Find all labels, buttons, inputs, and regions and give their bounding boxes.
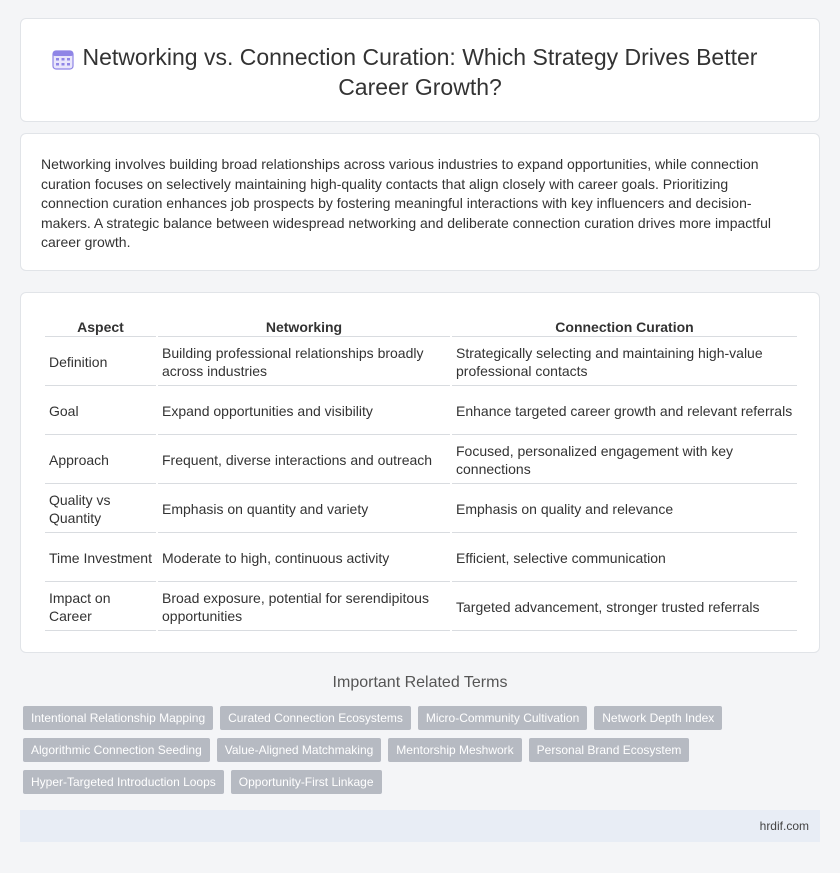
- tag-link[interactable]: Algorithmic Connection Seeding: [23, 738, 210, 762]
- intro-paragraph: Networking involves building broad relationships across various industries to expand opportunities, while connection curation focuses on selectively maintaining high-quality contacts that align closely with career goals. Prioritizing connection curation enhances job prospects by fostering meaningful interactions with key influencers and decision-makers. A strategic balance between widespread networking and deliberate connection curation drives more impactful career growth.: [41, 156, 771, 250]
- tag-row: [23, 770, 813, 794]
- row-curation: Focused, personalized engagement with key connections: [452, 437, 797, 484]
- row-aspect: Goal: [45, 388, 156, 435]
- row-aspect: Definition: [45, 339, 156, 386]
- tag-row: [23, 706, 813, 730]
- row-aspect: Time Investment: [45, 535, 156, 582]
- header-card: [20, 18, 820, 122]
- related-terms-tags: [23, 706, 813, 802]
- tag-link[interactable]: Hyper-Targeted Introduction Loops: [23, 770, 224, 794]
- table-row: [45, 486, 797, 533]
- table-row: [45, 437, 797, 484]
- row-networking: Emphasis on quantity and variety: [158, 486, 450, 533]
- tag-link[interactable]: Opportunity-First Linkage: [231, 770, 382, 794]
- tag-link[interactable]: Micro-Community Cultivation: [418, 706, 587, 730]
- tag-link[interactable]: Value-Aligned Matchmaking: [217, 738, 382, 762]
- row-aspect: Approach: [45, 437, 156, 484]
- comparison-table: [43, 315, 799, 633]
- page-title: Networking vs. Connection Curation: Which Strategy Drives Better Career Growth?: [82, 44, 758, 100]
- row-aspect: Impact on Career: [45, 584, 156, 631]
- tag-row: [23, 738, 813, 762]
- footer: [20, 810, 820, 842]
- row-aspect: Quality vs Quantity: [45, 486, 156, 533]
- row-curation: Emphasis on quality and relevance: [452, 486, 797, 533]
- row-networking: Broad exposure, potential for serendipitous opportunities: [158, 584, 450, 631]
- row-networking: Expand opportunities and visibility: [158, 388, 450, 435]
- row-curation: Strategically selecting and maintaining high-value professional contacts: [452, 339, 797, 386]
- tag-link[interactable]: Curated Connection Ecosystems: [220, 706, 411, 730]
- row-curation: Efficient, selective communication: [452, 535, 797, 582]
- intro-card: [20, 133, 820, 271]
- table-row: [45, 535, 797, 582]
- header-aspect: Aspect: [45, 317, 156, 337]
- row-networking: Frequent, diverse interactions and outreach: [158, 437, 450, 484]
- table-row: [45, 388, 797, 435]
- row-networking: Building professional relationships broadly across industries: [158, 339, 450, 386]
- table-header-row: [45, 317, 797, 337]
- row-curation: Targeted advancement, stronger trusted referrals: [452, 584, 797, 631]
- row-curation: Enhance targeted career growth and relevant referrals: [452, 388, 797, 435]
- footer-site[interactable]: hrdif.com: [759, 819, 809, 833]
- row-networking: Moderate to high, continuous activity: [158, 535, 450, 582]
- tag-link[interactable]: Mentorship Meshwork: [388, 738, 521, 762]
- tag-link[interactable]: Personal Brand Ecosystem: [529, 738, 690, 762]
- related-terms-title: Important Related Terms: [332, 674, 508, 691]
- tag-link[interactable]: Intentional Relationship Mapping: [23, 706, 213, 730]
- tag-link[interactable]: Network Depth Index: [594, 706, 722, 730]
- header-networking: Networking: [158, 317, 450, 337]
- table-row: [45, 584, 797, 631]
- comparison-card: [20, 292, 820, 653]
- table-row: [45, 339, 797, 386]
- header-connection-curation: Connection Curation: [452, 317, 797, 337]
